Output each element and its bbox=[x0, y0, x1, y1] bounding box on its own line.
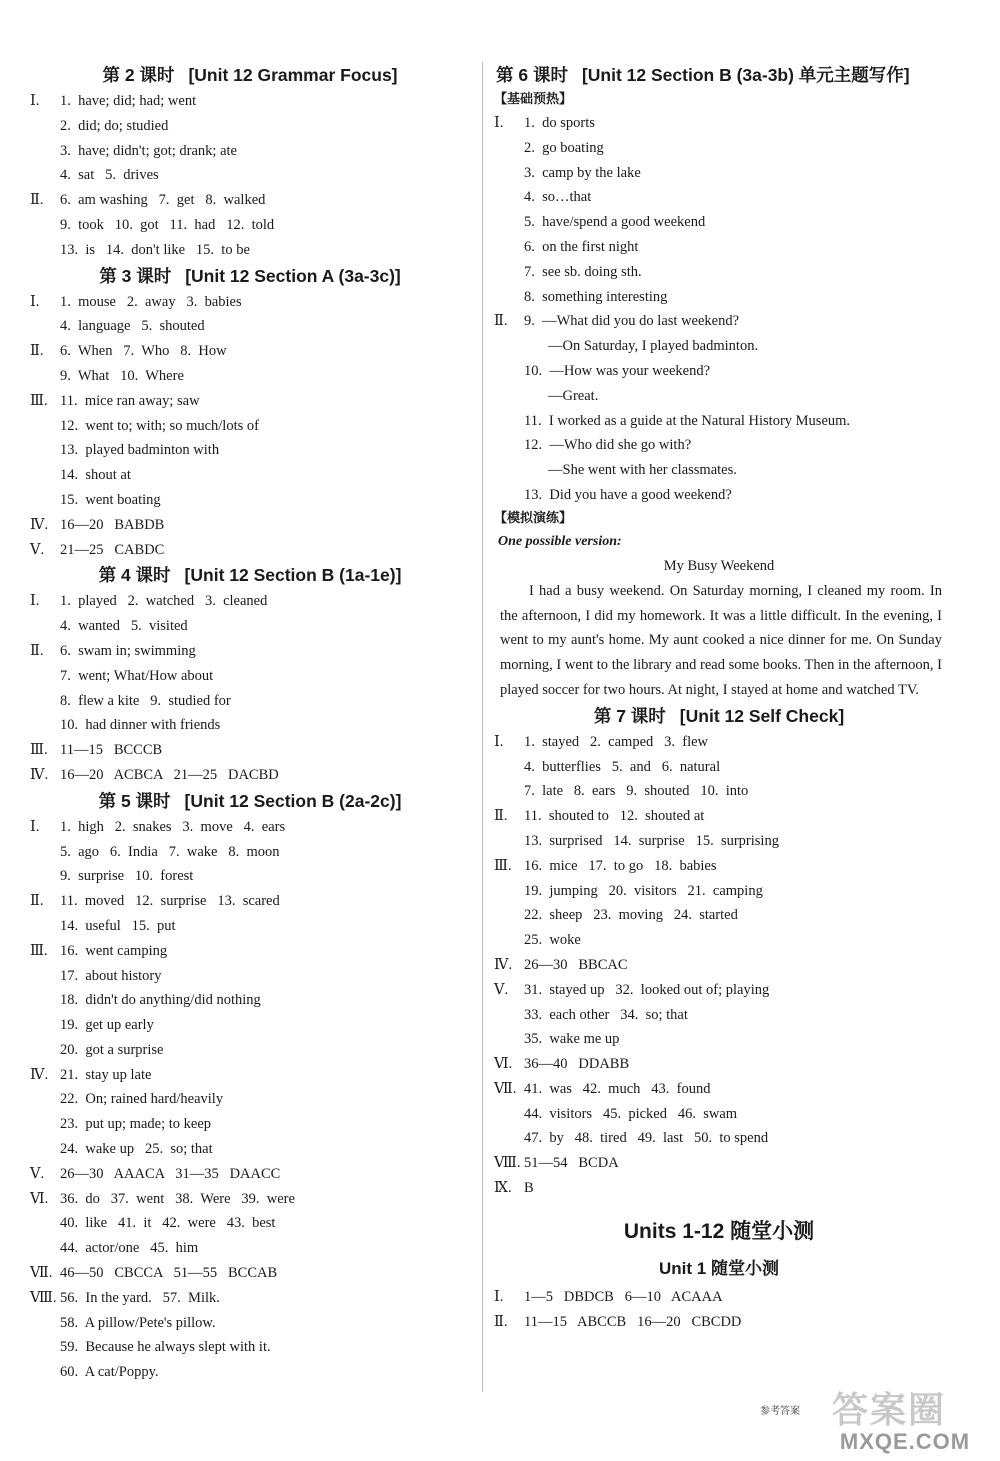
answer-text: 26—30 BBCAC bbox=[524, 956, 628, 973]
section-numeral: Ⅰ. bbox=[494, 115, 504, 131]
answer-line bbox=[494, 161, 944, 186]
answer-line bbox=[30, 364, 470, 389]
answer-line bbox=[30, 1261, 470, 1286]
section-numeral: Ⅵ. bbox=[30, 1190, 49, 1207]
section-numeral: Ⅳ. bbox=[30, 1066, 49, 1083]
section-numeral: Ⅲ. bbox=[30, 392, 48, 409]
answer-line bbox=[494, 309, 944, 334]
answer-text: 1. stayed 2. camped 3. flew bbox=[524, 733, 709, 750]
section-numeral: Ⅱ. bbox=[30, 343, 44, 360]
answer-line bbox=[494, 755, 944, 780]
answer-line bbox=[30, 513, 470, 538]
answer-text: 16. mice 17. to go 18. babies bbox=[524, 857, 717, 874]
answer-line bbox=[30, 414, 470, 439]
answer-line bbox=[30, 1360, 470, 1385]
answer-line bbox=[30, 1038, 470, 1063]
answer-text: —On Saturday, I played badminton. bbox=[548, 338, 759, 355]
answer-line bbox=[494, 1310, 944, 1335]
answer-text: 8. something interesting bbox=[524, 288, 668, 305]
answer-text: 33. each other 34. so; that bbox=[524, 1006, 688, 1023]
answer-line bbox=[494, 953, 944, 978]
answer-text: 1. high 2. snakes 3. move 4. ears bbox=[60, 818, 286, 835]
section-numeral: Ⅱ. bbox=[494, 808, 508, 825]
answer-line bbox=[494, 829, 944, 854]
answer-line bbox=[30, 89, 470, 114]
answer-text: 18. didn't do anything/did nothing bbox=[60, 992, 261, 1009]
section-label: 【模拟演练】 bbox=[494, 510, 573, 526]
section-numeral: Ⅳ. bbox=[30, 516, 49, 533]
left-column bbox=[30, 62, 470, 1385]
answer-line bbox=[494, 384, 944, 409]
answer-text: 36—40 DDABB bbox=[524, 1056, 630, 1073]
section-numeral: Ⅱ. bbox=[30, 642, 44, 659]
answer-text: 60. A cat/Poppy. bbox=[60, 1364, 159, 1381]
answer-line bbox=[30, 213, 470, 238]
answer-text: 2. go boating bbox=[524, 139, 604, 156]
answer-text: 7. see sb. doing sth. bbox=[524, 263, 642, 280]
answer-text: 4. sat 5. drives bbox=[60, 167, 159, 184]
answer-line bbox=[30, 290, 470, 315]
section-numeral: Ⅷ. bbox=[494, 1155, 521, 1172]
answer-text: 7. went; What/How about bbox=[60, 667, 214, 684]
answer-text: 40. like 41. it 42. were 43. best bbox=[60, 1215, 276, 1232]
section-numeral: Ⅱ. bbox=[30, 893, 44, 910]
answer-line bbox=[30, 1286, 470, 1311]
answer-line bbox=[494, 483, 944, 508]
answer-line bbox=[30, 1013, 470, 1038]
answer-line bbox=[494, 1176, 944, 1201]
answer-text: 4. wanted 5. visited bbox=[60, 618, 188, 635]
answer-line bbox=[494, 458, 944, 483]
answer-line bbox=[30, 589, 470, 614]
answer-line bbox=[30, 639, 470, 664]
answer-text: 11—15 ABCCB 16—20 CBCDD bbox=[524, 1313, 742, 1330]
answer-text: 10. —How was your weekend? bbox=[524, 362, 711, 379]
answer-line bbox=[30, 163, 470, 188]
answer-line bbox=[494, 779, 944, 804]
answer-line bbox=[494, 1151, 944, 1176]
answer-text: B bbox=[524, 1180, 534, 1197]
answer-text: 16—20 BABDB bbox=[60, 516, 165, 533]
answer-line bbox=[494, 1077, 944, 1102]
answer-line bbox=[30, 389, 470, 414]
answer-text: 5. ago 6. India 7. wake 8. moon bbox=[60, 843, 280, 860]
section-numeral: Ⅱ. bbox=[494, 1313, 508, 1330]
answer-line bbox=[30, 664, 470, 689]
answer-line bbox=[494, 359, 944, 384]
lesson-number: 第 3 课时 bbox=[99, 265, 172, 286]
answer-text: 19. get up early bbox=[60, 1017, 154, 1034]
lesson-number: 第 6 课时 bbox=[496, 65, 568, 85]
answer-text: 44. visitors 45. picked 46. swam bbox=[524, 1105, 738, 1122]
unit-title: [Unit 12 Section A (3a-3c)] bbox=[185, 265, 401, 286]
section-numeral: Ⅲ. bbox=[30, 942, 48, 959]
answer-text: 46—50 CBCCA 51—55 BCCAB bbox=[60, 1265, 278, 1282]
answer-text: 12. went to; with; so much/lots of bbox=[60, 417, 259, 434]
section-numeral: Ⅰ. bbox=[494, 733, 504, 750]
answer-line bbox=[494, 1285, 944, 1310]
unit-title: [Unit 12 Section B (3a-3b) 单元主题写作] bbox=[581, 65, 910, 85]
section-numeral: Ⅸ. bbox=[494, 1180, 512, 1197]
answer-line bbox=[30, 463, 470, 488]
watermark-url: MXQE.COM bbox=[839, 1429, 971, 1454]
answer-text: 21. stay up late bbox=[60, 1066, 152, 1083]
section-numeral: Ⅲ. bbox=[494, 857, 512, 874]
answer-text: 47. by 48. tired 49. last 50. to spend bbox=[524, 1130, 769, 1147]
section-numeral: Ⅰ. bbox=[30, 293, 40, 310]
unit-title: [Unit 12 Self Check] bbox=[679, 705, 845, 726]
answer-line bbox=[30, 614, 470, 639]
answer-line bbox=[494, 433, 944, 458]
answer-text: 22. sheep 23. moving 24. started bbox=[524, 907, 738, 924]
footer-label: 参考答案 bbox=[760, 1406, 800, 1417]
quiz-section-title: Units 1-12 随堂小测 bbox=[623, 1219, 815, 1243]
answer-text: 4. language 5. shouted bbox=[60, 318, 205, 335]
answer-text: 20. got a surprise bbox=[60, 1041, 164, 1058]
answer-line bbox=[494, 804, 944, 829]
answer-line bbox=[494, 210, 944, 235]
answer-text: —She went with her classmates. bbox=[548, 462, 737, 479]
answer-line bbox=[30, 1087, 470, 1112]
answer-line bbox=[30, 488, 470, 513]
section-numeral: Ⅳ. bbox=[494, 956, 513, 973]
answer-text: 1. played 2. watched 3. cleaned bbox=[60, 593, 268, 610]
answer-line bbox=[30, 139, 470, 164]
answer-line bbox=[30, 1112, 470, 1137]
lesson-heading bbox=[30, 62, 470, 89]
answer-text: 56. In the yard. 57. Milk. bbox=[60, 1289, 220, 1306]
section-numeral: Ⅱ. bbox=[494, 313, 508, 330]
answer-text: 9. What 10. Where bbox=[60, 367, 184, 384]
answer-line bbox=[30, 1162, 470, 1187]
unit-title: [Unit 12 Section B (1a-1e)] bbox=[184, 565, 402, 586]
answer-text: 36. do 37. went 38. Were 39. were bbox=[60, 1190, 295, 1207]
right-column bbox=[494, 62, 944, 1334]
answer-line bbox=[494, 1027, 944, 1052]
answer-text: 15. went boating bbox=[60, 491, 161, 508]
answer-line bbox=[494, 1052, 944, 1077]
answer-line bbox=[494, 978, 944, 1003]
answer-line bbox=[494, 285, 944, 310]
section-numeral: Ⅱ. bbox=[30, 192, 44, 209]
answer-text: 11. I worked as a guide at the Natural History Museum. bbox=[524, 412, 851, 429]
column-divider bbox=[482, 62, 483, 1392]
answer-text: 6. am washing 7. get 8. walked bbox=[60, 192, 266, 209]
answer-line bbox=[30, 1063, 470, 1088]
answer-text: 7. late 8. ears 9. shouted 10. into bbox=[524, 783, 749, 800]
answer-text: 41. was 42. much 43. found bbox=[524, 1080, 711, 1097]
answer-line bbox=[30, 538, 470, 563]
section-numeral: Ⅴ. bbox=[494, 981, 509, 998]
section-label: 【基础预热】 bbox=[494, 92, 573, 107]
answer-text: 3. camp by the lake bbox=[524, 164, 641, 181]
section-numeral: Ⅲ. bbox=[30, 742, 48, 759]
lesson-number: 第 2 课时 bbox=[102, 65, 175, 85]
answer-text: 1. have; did; had; went bbox=[60, 93, 197, 109]
answer-text: 23. put up; made; to keep bbox=[60, 1116, 212, 1133]
answer-text: 16—20 ACBCA 21—25 DACBD bbox=[60, 766, 279, 783]
lesson-heading bbox=[30, 263, 470, 290]
lesson-heading bbox=[494, 62, 944, 89]
answer-text: 44. actor/one 45. him bbox=[60, 1240, 199, 1257]
unit-title: [Unit 12 Grammar Focus] bbox=[188, 65, 398, 85]
answer-text: 4. so…that bbox=[524, 189, 592, 206]
essay-label: One possible version: bbox=[498, 533, 622, 549]
answer-line bbox=[30, 713, 470, 738]
answer-text: 11. mice ran away; saw bbox=[60, 392, 200, 409]
answer-text: 16. went camping bbox=[60, 942, 168, 959]
answer-text: 9. took 10. got 11. had 12. told bbox=[60, 216, 275, 233]
section-numeral: Ⅴ. bbox=[30, 541, 45, 558]
answer-line bbox=[494, 1126, 944, 1151]
answer-text: 21—25 CABDC bbox=[60, 541, 165, 558]
answer-text: 6. swam in; swimming bbox=[60, 642, 196, 659]
answer-text: 8. flew a kite 9. studied for bbox=[60, 692, 231, 709]
answer-text: 24. wake up 25. so; that bbox=[60, 1141, 213, 1158]
answer-text: 14. shout at bbox=[60, 467, 131, 484]
watermark-cn: 答案圈 bbox=[832, 1390, 947, 1431]
answer-line bbox=[30, 689, 470, 714]
section-numeral: Ⅰ. bbox=[30, 818, 40, 835]
answer-line bbox=[30, 314, 470, 339]
answer-line bbox=[494, 1003, 944, 1028]
section-numeral: Ⅵ. bbox=[494, 1056, 513, 1073]
answer-text: 5. have/spend a good weekend bbox=[524, 214, 706, 231]
section-numeral: Ⅶ. bbox=[30, 1265, 53, 1282]
answer-line bbox=[494, 730, 944, 755]
answer-line bbox=[30, 964, 470, 989]
answer-text: 13. is 14. don't like 15. to be bbox=[60, 241, 250, 258]
answer-text: 2. did; do; studied bbox=[60, 117, 169, 134]
answer-text: 59. Because he always slept with it. bbox=[60, 1339, 271, 1356]
answer-line bbox=[494, 111, 944, 136]
answer-line bbox=[494, 185, 944, 210]
lesson-number: 第 4 课时 bbox=[98, 565, 171, 586]
lesson-heading bbox=[30, 562, 470, 589]
answer-text: 13. played badminton with bbox=[60, 442, 220, 459]
lesson-number: 第 5 课时 bbox=[98, 790, 171, 811]
answer-text: 35. wake me up bbox=[524, 1031, 620, 1048]
answer-text: 25. woke bbox=[524, 932, 581, 949]
answer-line bbox=[30, 939, 470, 964]
answer-text: 26—30 AAACA 31—35 DAACC bbox=[60, 1165, 281, 1182]
answer-text: 13. surprised 14. surprise 15. surprising bbox=[524, 832, 779, 849]
answer-line bbox=[494, 136, 944, 161]
answer-text: 13. Did you have a good weekend? bbox=[524, 486, 732, 503]
answer-line bbox=[30, 889, 470, 914]
answer-text: 14. useful 15. put bbox=[60, 917, 176, 934]
section-numeral: Ⅰ. bbox=[30, 593, 40, 610]
answer-line bbox=[494, 928, 944, 953]
answer-text: —Great. bbox=[548, 387, 599, 404]
answer-line bbox=[494, 1102, 944, 1127]
answer-text: 1—5 DBDCB 6—10 ACAAA bbox=[524, 1288, 723, 1305]
answer-text: 9. —What did you do last weekend? bbox=[524, 313, 740, 330]
answer-line bbox=[30, 840, 470, 865]
answer-line bbox=[30, 339, 470, 364]
answer-line bbox=[30, 1211, 470, 1236]
answer-text: 22. On; rained hard/heavily bbox=[60, 1091, 224, 1108]
answer-text: 19. jumping 20. visitors 21. camping bbox=[524, 882, 763, 899]
answer-line bbox=[494, 235, 944, 260]
answer-line bbox=[30, 815, 470, 840]
answer-line bbox=[30, 238, 470, 263]
answer-line bbox=[30, 438, 470, 463]
answer-text: 4. butterflies 5. and 6. natural bbox=[524, 758, 721, 775]
quiz-unit-title: Unit 1 随堂小测 bbox=[659, 1258, 779, 1278]
answer-line bbox=[494, 334, 944, 359]
section-numeral: Ⅷ. bbox=[30, 1289, 57, 1306]
answer-text: 58. A pillow/Pete's pillow. bbox=[60, 1314, 216, 1331]
answer-line bbox=[30, 738, 470, 763]
answer-text: 17. about history bbox=[60, 967, 162, 984]
answer-line bbox=[30, 188, 470, 213]
essay-title: My Busy Weekend bbox=[663, 557, 775, 574]
answer-line bbox=[30, 988, 470, 1013]
answer-text: 11. moved 12. surprise 13. scared bbox=[60, 893, 280, 910]
answer-line bbox=[494, 854, 944, 879]
section-numeral: Ⅰ. bbox=[30, 93, 40, 109]
answer-line bbox=[30, 914, 470, 939]
watermark-logo bbox=[820, 1370, 990, 1455]
answer-line bbox=[30, 1236, 470, 1261]
answer-line bbox=[30, 1137, 470, 1162]
answer-text: 51—54 BCDA bbox=[524, 1155, 619, 1172]
lesson-heading bbox=[494, 703, 944, 730]
answer-line bbox=[30, 1187, 470, 1212]
essay-paragraph: I had a busy weekend. On Saturday morning, I cleaned my room. In the afternoon, I did my homework. It was a little difficult. In the evening, I went to my aunt's home. My aunt cooked a nice dinner for me. On Sunday morning, I went to the library and read some books. Then in the afternoon, I played soccer for two hours. At night, I stayed at home and watched TV. bbox=[500, 582, 942, 698]
answer-line bbox=[30, 1311, 470, 1336]
answer-text: 1. mouse 2. away 3. babies bbox=[60, 293, 242, 310]
answer-line bbox=[494, 409, 944, 434]
answer-text: 31. stayed up 32. looked out of; playing bbox=[524, 981, 770, 998]
answer-text: 1. do sports bbox=[524, 115, 595, 131]
answer-text: 10. had dinner with friends bbox=[60, 717, 221, 734]
answer-text: 9. surprise 10. forest bbox=[60, 868, 194, 885]
lesson-number: 第 7 课时 bbox=[593, 705, 666, 726]
section-numeral: Ⅰ. bbox=[494, 1288, 504, 1305]
answer-text: 3. have; didn't; got; drank; ate bbox=[60, 142, 237, 159]
answer-line bbox=[30, 864, 470, 889]
answer-text: 12. —Who did she go with? bbox=[524, 437, 692, 454]
section-numeral: Ⅶ. bbox=[494, 1080, 517, 1097]
answer-line bbox=[494, 903, 944, 928]
answer-text: 11—15 BCCCB bbox=[60, 742, 163, 759]
unit-title: [Unit 12 Section B (2a-2c)] bbox=[184, 790, 402, 811]
section-numeral: Ⅳ. bbox=[30, 766, 49, 783]
lesson-heading bbox=[30, 788, 470, 815]
section-numeral: Ⅴ. bbox=[30, 1165, 45, 1182]
answer-line bbox=[30, 114, 470, 139]
answer-line bbox=[30, 1335, 470, 1360]
answer-line bbox=[494, 879, 944, 904]
answer-line bbox=[494, 260, 944, 285]
answer-line bbox=[30, 763, 470, 788]
answer-text: 11. shouted to 12. shouted at bbox=[524, 808, 705, 825]
answer-text: 6. on the first night bbox=[524, 238, 639, 255]
answer-text: 6. When 7. Who 8. How bbox=[60, 343, 227, 360]
